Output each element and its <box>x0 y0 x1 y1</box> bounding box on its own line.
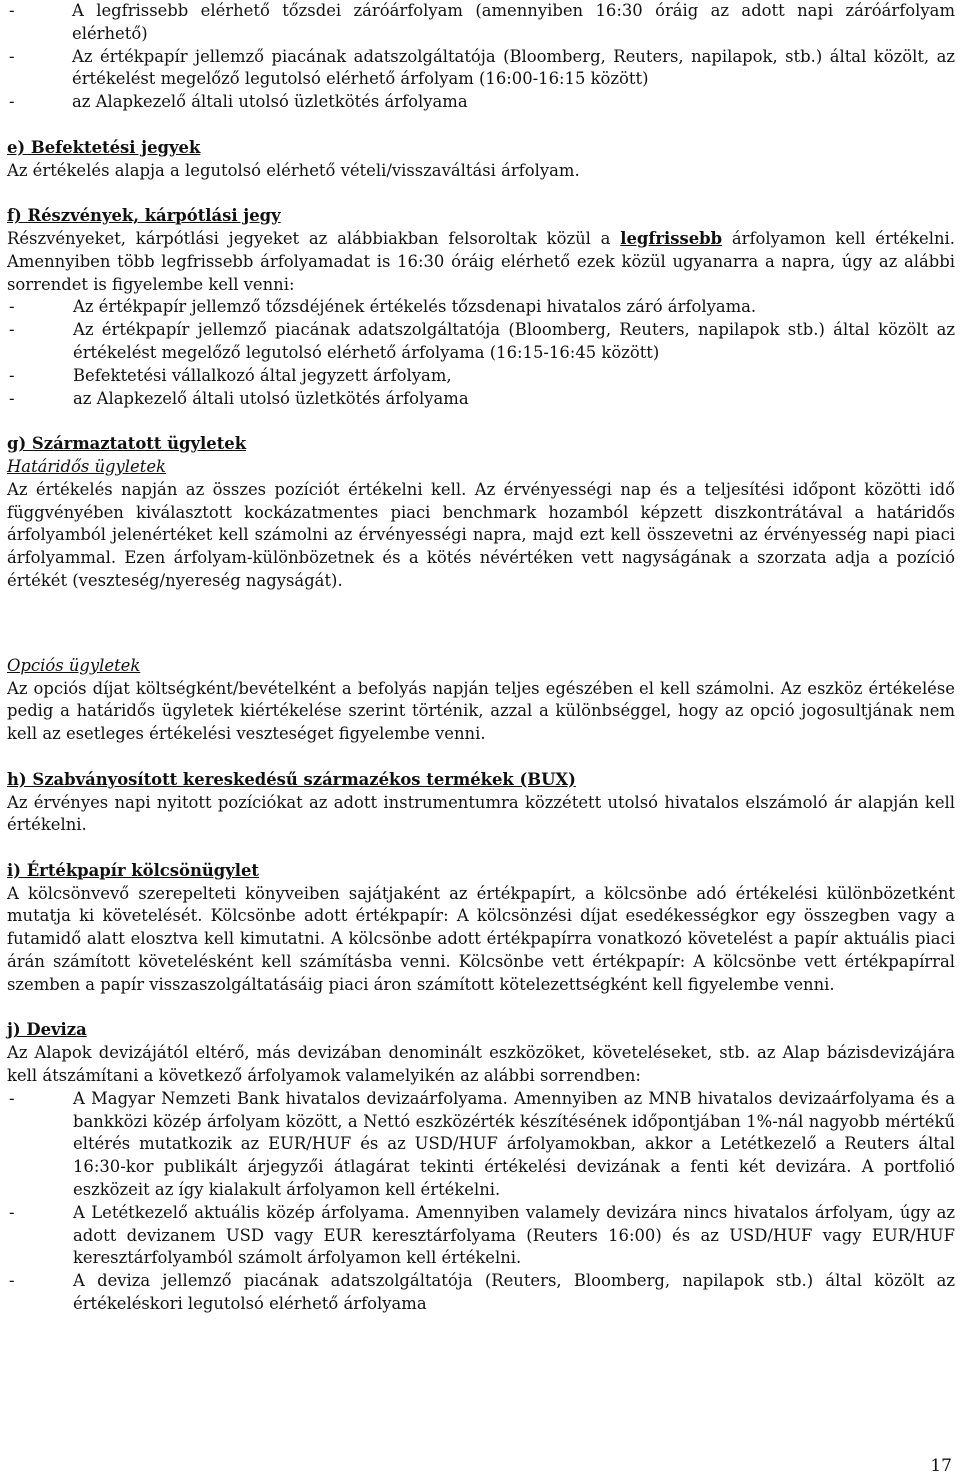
list-item <box>7 1202 955 1270</box>
list-item <box>7 91 955 114</box>
section-j-heading: j) Deviza <box>7 1020 87 1040</box>
section-j-text: Az Alapok devizájától eltérő, más devizában denominált eszközöket, követeléseket, stb. az Alap bázisdevizájára kell átszámítani a következő árfolyamok valamelyikén az alábbi sorrendben: <box>7 1043 955 1086</box>
subheading-opcios: Opciós ügyletek <box>7 655 141 675</box>
bullet-dash: - <box>9 320 15 340</box>
bullet-dash: - <box>9 92 15 112</box>
list-item-text: A Letétkezelő aktuális közép árfolyama. Amennyiben valamely devizára nincs hivatalos árfolyam, úgy az adott devizanem USD vagy EUR keresztárfolyama (Reuters 16:00) és az USD/HUF vagy EUR/HUF keresztárfolyamból számolt árfolyamon kell értékelni. <box>73 1202 955 1268</box>
section-f-heading: f) Részvények, kárpótlási jegy <box>7 206 281 226</box>
list-item <box>7 388 955 411</box>
section-e-heading: e) Befektetési jegyek <box>7 137 201 157</box>
list-item-text: az Alapkezelő általi utolsó üzletkötés árfolyama <box>72 92 468 112</box>
section-g-heading: g) Származtatott ügyletek <box>7 434 247 454</box>
list-item <box>7 1270 955 1316</box>
list-item <box>7 1088 955 1202</box>
bullet-dash: - <box>9 365 15 385</box>
section-g-text-options: Az opciós díjat költségként/bevételként a befolyás napján teljes egészében el kell számolni. Az eszköz értékelése pedig a határidős ügyletek kiértékelése szerint történik, azzal a különbséggel, hogy az opció jogosultjának nem kell az esetleges értékelési veszteséget figyelembe venni. <box>7 678 955 744</box>
list-item-text: Az értékpapír jellemző piacának adatszolgáltatója (Bloomberg, Reuters, napilapok, stb.) által közölt, az értékelést megelőző legutolsó elérhető árfolyam (16:00-16:15 között) <box>72 46 955 89</box>
list-item-text: A deviza jellemző piacának adatszolgáltatója (Reuters, Bloomberg, napilapok stb.) által közölt az értékeléskori legutolsó elérhető árfolyama <box>73 1271 955 1314</box>
list-item <box>7 46 955 92</box>
bullet-dash: - <box>9 388 15 408</box>
document-page <box>7 0 955 1316</box>
list-item <box>7 319 955 365</box>
list-item <box>7 296 955 319</box>
section-f-text <box>7 228 955 296</box>
list-item-text: A legfrissebb elérhető tőzsdei záróárfolyam (amennyiben 16:30 óráig az adott napi záróárfolyam elérhető) <box>72 1 955 43</box>
list-item <box>7 365 955 388</box>
section-g-text-futures: Az értékelés napján az összes pozíciót értékelni kell. Az érvényességi nap és a teljesítési időpont közötti idő függvényében kiválasztott kockázatmentes piaci benchmark hozamból képzett diszkontrátával a határidős árfolyamból jelenértéket kell számolni az érvényességi napra, majd ezt kell összevetni az érvényesség napi piaci árfolyammal. Ezen árfolyam-különbözetnek és a kötés névértéken vett nagyságának a szorzata adja a pozíció értékét (veszteség/nyereség nagyságát). <box>7 479 955 590</box>
bullet-dash: - <box>9 1 15 20</box>
emphasis-legfrissebb: legfrissebb <box>620 228 723 248</box>
bullet-dash: - <box>9 297 15 317</box>
section-f-text-part: Részvényeket, kárpótlási jegyeket az alábbiakban felsoroltak közül a <box>7 228 611 248</box>
bullet-dash: - <box>9 1271 15 1291</box>
list-item-text: az Alapkezelő általi utolsó üzletkötés árfolyama <box>73 388 469 408</box>
list-item <box>7 0 955 46</box>
subheading-hataridos: Határidős ügyletek <box>7 456 166 476</box>
section-h-heading: h) Szabványosított kereskedésű származékos termékek (BUX) <box>7 769 576 789</box>
list-item-text: Az értékpapír jellemző tőzsdéjének értékelés tőzsdenapi hivatalos záró árfolyama. <box>73 297 757 317</box>
bullet-dash: - <box>9 1202 15 1222</box>
bullet-dash: - <box>9 1088 15 1108</box>
list-item-text: Befektetési vállalkozó által jegyzett árfolyam, <box>73 365 452 385</box>
section-i-text: A kölcsönvevő szerepelteti könyveiben sajátjaként az értékpapírt, a kölcsönbe adó értékelési különbözetként mutatja ki követelését. Kölcsönbe adott értékpapír: A kölcsönzési díjat esedékességkor egy összegben vagy a futamidő alatt elosztva kell kimutatni. A kölcsönbe adott értékpapírra vonatkozó követelést a papír aktuális piaci árán számított követelésként kell számításba venni. Kölcsönbe vett értékpapír: A kölcsönbe vett értékpapírral szemben a papír visszaszolgáltatásáig piaci áron számított kötelezettségként kell figyelembe venni. <box>7 883 955 994</box>
section-f-text-part: árfolyamon kell értékelni. Amennyiben több legfrissebb árfolyamadat is 16:30 óráig elérhető ezek közül ugyanarra a napra, úgy az alábbi sorrendet is figyelembe kell venni: <box>7 228 955 294</box>
list-item-text: A Magyar Nemzeti Bank hivatalos devizaárfolyama. Amennyiben az MNB hivatalos devizaárfolyama és a bankközi közép árfolyam között, a Nettó eszközérték készítésének időpontjában 1%-nál nagyobb mértékű eltérés mutatkozik az EUR/HUF és az USD/HUF árfolyamokban, akkor a Letétkezelő a Reuters által 16:30-kor publikált árjegyzői átlagárat tekinti értékelési devizának a fenti két devizára. A portfolió eszközeit az így kialakult árfolyamon kell értékelni. <box>73 1088 955 1200</box>
section-h-text: Az érvényes napi nyitott pozíciókat az adott instrumentumra közzétett utolsó hivatalos elszámoló ár alapján kell értékelni. <box>7 792 955 835</box>
section-i-heading: i) Értékpapír kölcsönügylet <box>7 860 259 880</box>
page-number: 17 <box>930 1456 952 1476</box>
bullet-dash: - <box>9 46 15 66</box>
list-item-text: Az értékpapír jellemző piacának adatszolgáltatója (Bloomberg, Reuters, napilapok stb.) által közölt az értékelést megelőző legutolsó elérhető árfolyama (16:15-16:45 között) <box>73 320 955 362</box>
section-e-text: Az értékelés alapja a legutolsó elérhető vételi/visszaváltási árfolyam. <box>7 160 580 180</box>
